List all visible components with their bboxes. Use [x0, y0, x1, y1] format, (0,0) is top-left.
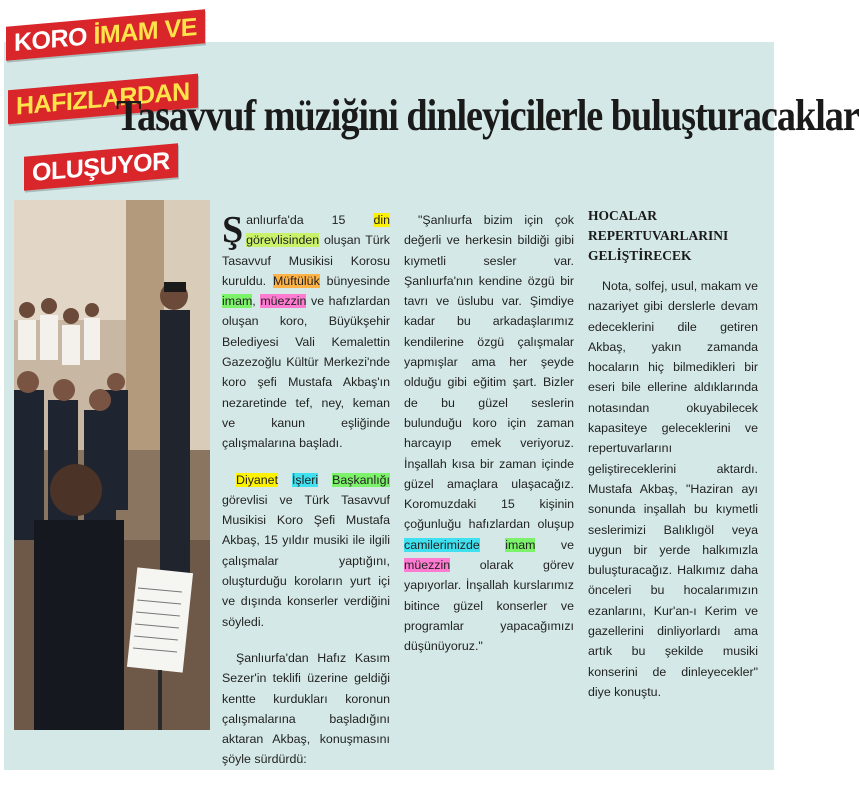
highlight-imam-2: imam [505, 537, 536, 552]
highlight-gorevlisinden: görevlisinden [246, 233, 320, 248]
kicker-word-imam-ve: İMAM VE [93, 12, 197, 51]
headline: Tasavvuf müziğini dinleyicilerle buluşturacaklar [116, 91, 859, 140]
highlight-imam: imam [222, 294, 253, 309]
highlight-isleri: İşleri [291, 472, 319, 487]
paragraph-intro: Şanlıurfa'da 15 din görevlisinden oluşan Türk Tasavvuf Musikisi Korosu kuruldu. Müftülük bünyesinde imam, müezzin ve hafızlardan oluşan koro, Büyükşehir Belediyesi Vali Kemalettin Gazezoğlu Kültür Merkezi'nde koro şefi Mustafa Akbaş'ın nezaretinde tef, ney, keman ve kanun eşliğinde çalışmalarına başladı. [222, 209, 390, 451]
photo-choir-rehearsal [14, 200, 210, 730]
highlight-baskanligi: Başkanlığı [332, 472, 390, 487]
article-column-3 [588, 206, 758, 702]
kicker-word-hafizlardan: HAFIZLARDAN [16, 77, 190, 121]
paragraph-diyanet: Diyanet İşleri Başkanlığı görevlisi ve Türk Tasavvuf Musikisi Koro Şefi Mustafa Akbaş, 15 yıldır musiki ile ilgili çalışmalar yaptığını, oluşturduğu koroların yurt içi ve dışında konserler verdiğini söyledi. [222, 472, 390, 629]
paragraph-quote: "Şanlıurfa bizim için çok değerli ve herkesin bildiği gibi kıymetli sesler var. Şanlıurfa'nın kendine özgü bir tavrı ve üslubu var. Şimdiye kadar bu arkadaşlarımız kendilerine özgü çalışmalar yapmışlar ama her şeyde olduğu gibi eğitim şart. Bizler de bu güzel seslerin bulunduğu koro için zaman harcayıp emek veriyoruz. İnşallah kısa bir zaman içinde güzel amaçlara ulaşacağız. Koromuzdaki 15 kişinin çoğunluğu hafızlardan oluşup camilerimizde imam ve müezzin olarak görev yapıyorlar. İnşallah kurslarımız bitince güzel konserler ve programlar yapacağımızı düşünüyoruz." [404, 213, 574, 654]
highlight-din: din [373, 213, 390, 227]
section-subhead: HOCALAR REPERTUVARLARINI GELİŞTİRECEK [588, 208, 729, 263]
kicker-word-koro: KORO [14, 22, 87, 58]
highlight-muftuluk: Müftülük [272, 273, 320, 288]
paragraph-repertuvar: Nota, solfej, usul, makam ve nazariyet gibi derslerle devam edeceklerini dile getiren Akbaş, yakın zamanda hocaların hiç bilmedikleri bir eseri bile ellerine aldıklarında notasından okuyabilecek kapasiteye geleceklerini ve repertuvarlarını geliştireceklerini aktardı. Mustafa Akbaş, "Haziran ayı sonunda inşallah bu kıymetli seslerimizi Balıklıgöl veya uygun bir yerde halkımızla buluşturacağız. Halkımız daha önceleri bu hocalarımızın ezanlarını, Kur'an-ı Kerim ve gazellerini dinliyorlardı ama artık bu şekilde musiki konserini de dinleyecekler" diye konuştu. [588, 279, 758, 699]
highlight-camilerimizde: camilerimizde [404, 537, 480, 552]
drop-cap: Ş [222, 209, 244, 251]
article-column-2 [404, 210, 574, 657]
highlight-diyanet: Diyanet [236, 472, 279, 487]
highlight-muezzin-2: müezzin [404, 558, 451, 573]
kicker-word-olusuyor: OLUŞUYOR [32, 146, 170, 188]
highlight-muezzin: müezzin [260, 294, 307, 309]
paragraph-sezer: Şanlıurfa'dan Hafız Kasım Sezer'in teklifi üzerine geldiği kentte kurdukları koronun çalışmalarına başladığını aktaran Akbaş, konuşmasını şöyle sürdürdü: [222, 650, 390, 767]
article-column-1 [222, 210, 390, 770]
photo-illustration [14, 200, 210, 730]
